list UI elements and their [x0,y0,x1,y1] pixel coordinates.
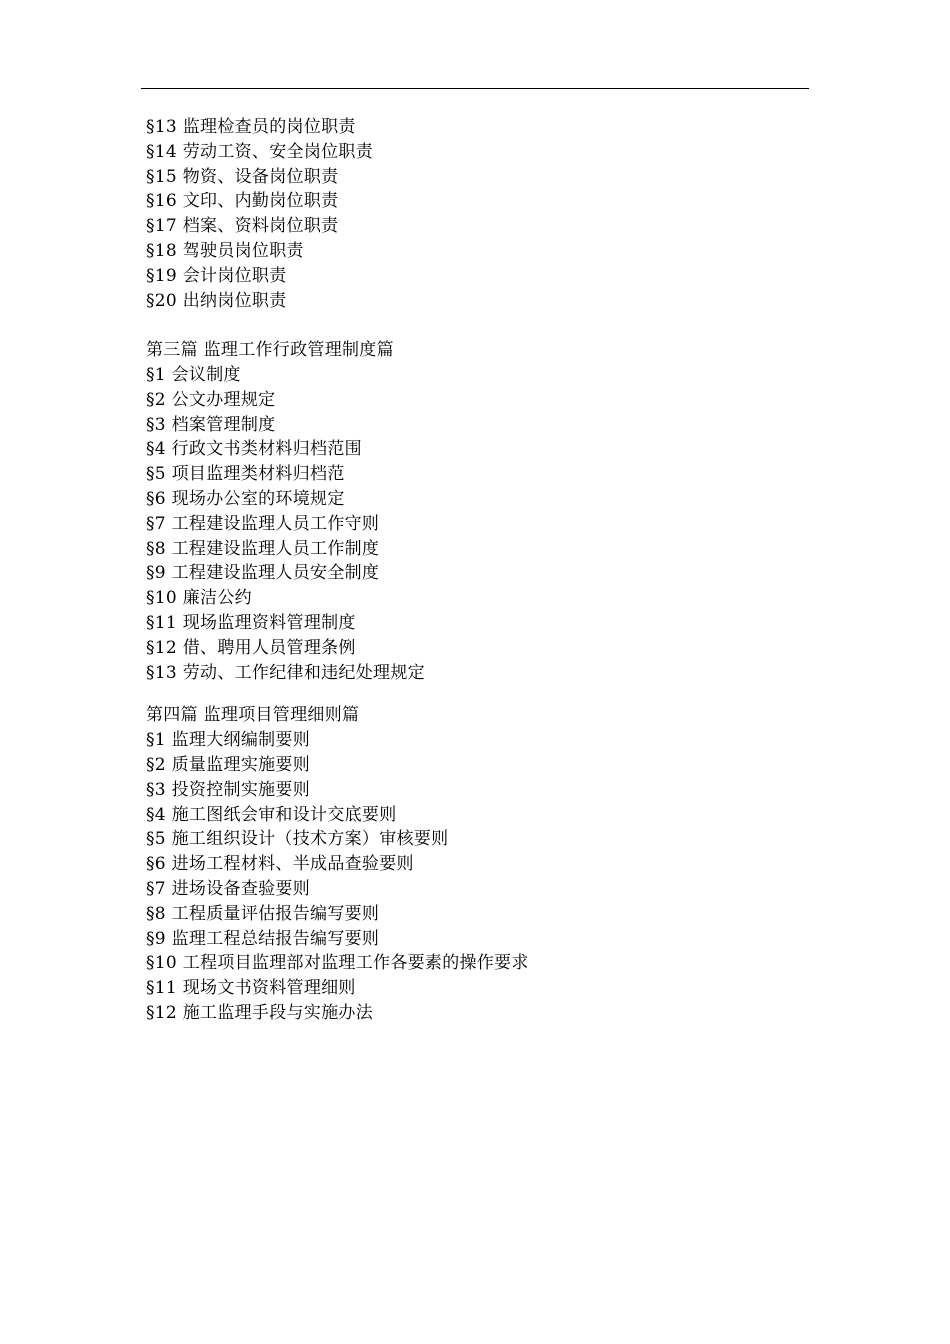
toc-item: §12 施工监理手段与实施办法 [146,1002,374,1023]
toc-item: §11 现场文书资料管理细则 [146,978,356,999]
toc-item: §3 投资控制实施要则 [146,779,311,800]
section-title: 第四篇 监理项目管理细则篇 [146,705,360,726]
toc-item: §10 工程项目监理部对监理工作各要素的操作要求 [146,953,529,974]
toc-item: §4 施工图纸会审和设计交底要则 [146,804,397,825]
toc-item: §7 工程建设监理人员工作守则 [146,513,380,534]
toc-item: §6 进场工程材料、半成品查验要则 [146,854,414,875]
section-spacer [146,313,806,338]
toc-content [146,115,806,1026]
toc-item: §18 驾驶员岗位职责 [146,240,304,261]
toc-item: §20 出纳岗位职责 [146,290,287,311]
toc-item: §9 工程建设监理人员安全制度 [146,563,380,584]
toc-item: §19 会计岗位职责 [146,265,287,286]
toc-item: §8 工程质量评估报告编写要则 [146,903,380,924]
toc-item: §3 档案管理制度 [146,414,276,435]
toc-item: §12 借、聘用人员管理条例 [146,637,356,658]
toc-item: §1 会议制度 [146,364,241,385]
toc-item: §5 施工组织设计（技术方案）审核要则 [146,829,449,850]
toc-item: §2 公文办理规定 [146,389,276,410]
toc-item: §2 质量监理实施要则 [146,754,311,775]
toc-item: §10 廉洁公约 [146,588,252,609]
header-rule [141,88,809,89]
toc-item: §5 项目监理类材料归档范 [146,464,345,485]
toc-section-continued [146,115,806,313]
toc-item: §13 监理检查员的岗位职责 [146,117,356,137]
toc-item: §16 文印、内勤岗位职责 [146,191,339,212]
toc-section-part-four [146,703,806,1025]
section-spacer [146,685,806,703]
section-title: 第三篇 监理工作行政管理制度篇 [146,340,394,361]
toc-item: §8 工程建设监理人员工作制度 [146,538,380,559]
toc-item: §13 劳动、工作纪律和违纪处理规定 [146,662,425,683]
toc-item: §6 现场办公室的环境规定 [146,488,345,509]
toc-item: §4 行政文书类材料归档范围 [146,439,362,460]
toc-item: §1 监理大纲编制要则 [146,730,311,751]
toc-item: §15 物资、设备岗位职责 [146,166,339,187]
toc-item: §9 监理工程总结报告编写要则 [146,928,380,949]
toc-item: §14 劳动工资、安全岗位职责 [146,141,374,162]
toc-item: §11 现场监理资料管理制度 [146,612,356,633]
toc-item: §7 进场设备查验要则 [146,878,311,899]
toc-section-part-three [146,338,806,685]
toc-item: §17 档案、资料岗位职责 [146,216,339,237]
